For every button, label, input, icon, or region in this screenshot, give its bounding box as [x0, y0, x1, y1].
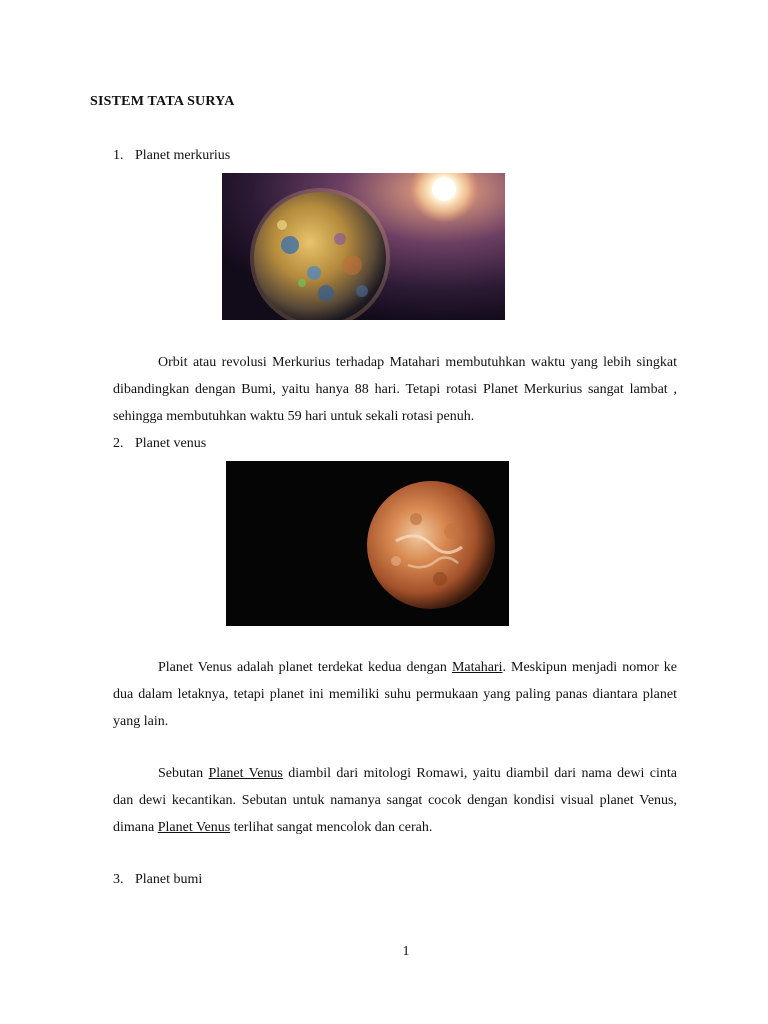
paragraph-text: . Meskipun menjadi nomor ke dua dalam letaknya, tetapi planet ini memiliki suhu permukaan yang paling panas diantara planet yang lain. [113, 660, 677, 729]
list-number: 3. [113, 872, 124, 887]
link-matahari[interactable]: Matahari [451, 660, 503, 675]
link-planet-venus[interactable]: Planet Venus [208, 766, 283, 781]
list-item-merkurius [113, 148, 230, 164]
merkurius-paragraph: Orbit atau revolusi Merkurius terhadap Matahari membutuhkan waktu yang lebih singkat dibandingkan dengan Bumi, yaitu hanya 88 hari. Tetapi rotasi Planet Merkurius sangat lambat , sehingga membutuhkan waktu 59 hari untuk sekali rotasi penuh. [113, 355, 677, 424]
section-heading: Planet bumi [135, 872, 203, 887]
document-title: SISTEM TATA SURYA [90, 94, 235, 109]
mercury-planet-image [222, 173, 505, 320]
paragraph-text: diambil dari mitologi Romawi, yaitu diambil dari nama dewi cinta dan dewi kecantikan. Sebutan untuk namanya sangat cocok dengan kondisi visual planet Venus, dimana [113, 766, 677, 835]
link-planet-venus-2[interactable]: Planet Venus [157, 820, 231, 835]
paragraph-text: terlihat sangat mencolok dan cerah. [230, 820, 433, 835]
list-number: 1. [113, 148, 124, 163]
page-number: 1 [402, 944, 410, 959]
list-item-venus [113, 436, 206, 452]
list-number: 2. [113, 436, 124, 451]
paragraph-text: Sebutan [158, 766, 209, 781]
venus-planet-image [226, 461, 509, 626]
venus-paragraph-1 [113, 654, 677, 735]
paragraph-text: Planet Venus adalah planet terdekat kedua dengan [158, 660, 452, 675]
section-heading: Planet merkurius [135, 148, 231, 163]
venus-paragraph-2 [113, 760, 677, 841]
list-item-bumi [113, 872, 202, 888]
section-heading: Planet venus [135, 436, 207, 451]
